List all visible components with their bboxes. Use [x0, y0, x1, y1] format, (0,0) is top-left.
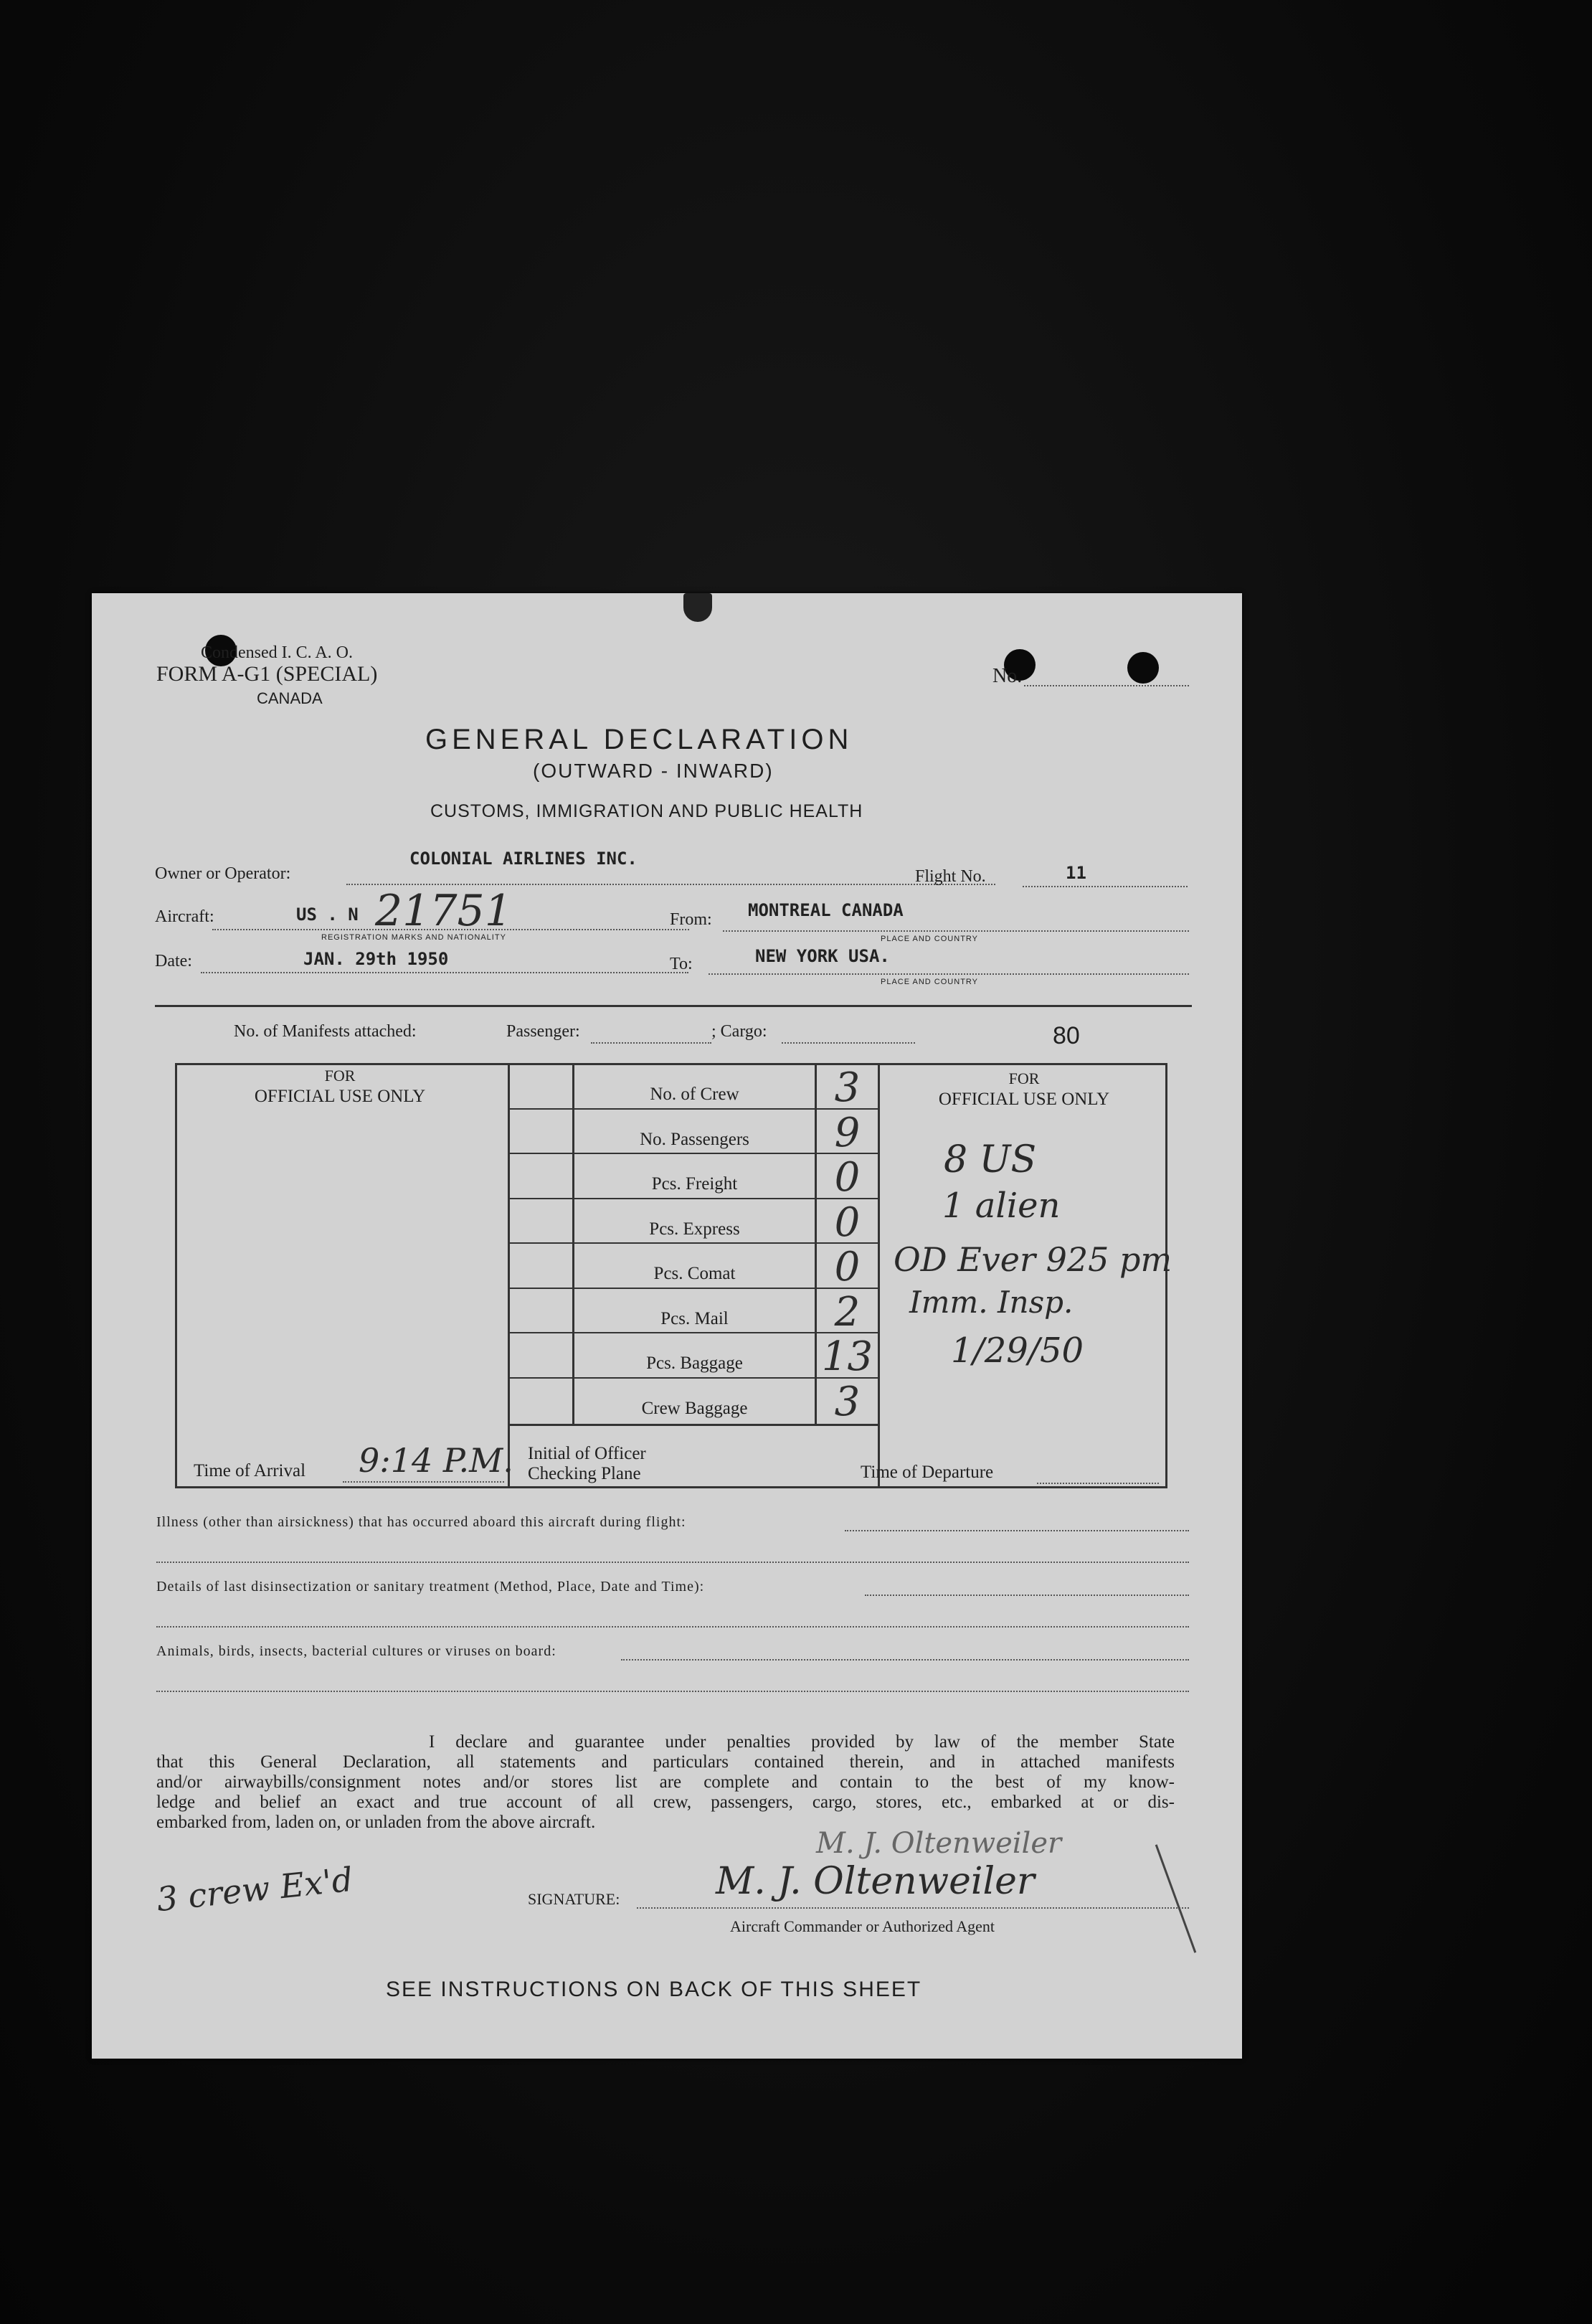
signature-handwriting-upper: M. J. Oltenweiler — [816, 1827, 1062, 1860]
flight-no-label: Flight No. — [915, 867, 986, 886]
animals-line-2 — [156, 1691, 1189, 1692]
table-row-label: Pcs. Mail — [660, 1308, 729, 1328]
official-note-1: 8 US — [944, 1138, 1037, 1181]
table-row-label: Crew Baggage — [641, 1398, 748, 1418]
illness-line-1 — [845, 1530, 1189, 1531]
declaration-line: and/or airwaybills/consignment notes and/or stores list are complete and contain to the best of my know- — [156, 1772, 1175, 1792]
table-row-value: 3 — [834, 1064, 861, 1111]
to-value: NEW YORK USA. — [755, 946, 890, 966]
official-note-2: 1 alien — [942, 1186, 1061, 1226]
table-row-value: 0 — [834, 1244, 861, 1290]
date-line — [201, 972, 688, 973]
aircraft-number: 21751 — [375, 886, 512, 936]
aircraft-line — [212, 929, 689, 930]
disinsectization-line-2 — [156, 1626, 1189, 1628]
table-row-value: 3 — [834, 1378, 861, 1425]
table-row-label: Pcs. Freight — [651, 1174, 738, 1194]
disinsectization-label: Details of last disinsectization or sanitary treatment (Method, Place, Date and Time): — [156, 1579, 705, 1595]
time-of-departure-line — [1037, 1483, 1159, 1484]
official-note-3: OD Ever 925 pm — [894, 1240, 1172, 1279]
flight-no-value: 11 — [1066, 863, 1086, 883]
manifests-passenger-label: Passenger: — [506, 1022, 580, 1041]
declaration-line: that this General Declaration, all statements and particulars contained therein, and in attached manifests — [156, 1752, 1175, 1772]
official-use-right-for: FOR — [1008, 1069, 1040, 1087]
table-row-value: 0 — [834, 1154, 861, 1201]
official-use-left-label: OFFICIAL USE ONLY — [254, 1087, 426, 1106]
animals-label: Animals, birds, insects, bacterial cultures or viruses on board: — [156, 1643, 556, 1659]
table-row-value: 0 — [834, 1199, 861, 1246]
signature-label: SIGNATURE: — [528, 1890, 620, 1908]
table-row-label: Pcs. Comat — [653, 1264, 736, 1283]
manifests-label: No. of Manifests attached: — [234, 1022, 417, 1041]
disinsectization-line-1 — [865, 1595, 1189, 1596]
checking-plane-label: Checking Plane — [528, 1464, 641, 1483]
table-row-label: No. Passengers — [640, 1129, 749, 1149]
table-row-value: 13 — [821, 1333, 873, 1380]
see-instructions-footer: SEE INSTRUCTIONS ON BACK OF THIS SHEET — [386, 1978, 922, 2001]
declaration-text — [156, 1732, 1175, 1833]
header-divider — [155, 1005, 1192, 1007]
time-of-arrival-line — [343, 1481, 504, 1483]
from-line — [723, 930, 1189, 932]
table-row-label: No. of Crew — [650, 1085, 739, 1104]
table-divider-right — [878, 1063, 880, 1488]
table-row-value: 2 — [834, 1288, 861, 1336]
to-label: To: — [670, 955, 693, 973]
aircraft-prefix: US . N — [296, 904, 359, 925]
owner-line — [346, 884, 995, 885]
illness-line-2 — [156, 1562, 1189, 1563]
to-line — [709, 973, 1189, 975]
initial-officer-label: Initial of Officer — [528, 1444, 646, 1463]
flight-no-line — [1023, 886, 1188, 887]
aircraft-caption: REGISTRATION MARKS AND NATIONALITY — [321, 933, 506, 942]
document-departments: CUSTOMS, IMMIGRATION AND PUBLIC HEALTH — [430, 801, 863, 821]
from-value: MONTREAL CANADA — [748, 900, 904, 920]
animals-line-1 — [621, 1659, 1189, 1661]
signature-caption: Aircraft Commander or Authorized Agent — [730, 1917, 995, 1935]
date-label: Date: — [155, 952, 192, 970]
form-country: CANADA — [257, 689, 323, 707]
declaration-line: embarked from, laden on, or unladen from the above aircraft. — [156, 1813, 596, 1832]
serial-no-label: No. — [992, 665, 1023, 687]
official-note-5: 1/29/50 — [951, 1331, 1084, 1371]
form-condensed-line: Condensed I. C. A. O. — [201, 643, 353, 662]
time-of-arrival-label: Time of Arrival — [194, 1461, 306, 1480]
manifests-passenger-line — [591, 1042, 711, 1044]
time-of-departure-label: Time of Departure — [861, 1463, 994, 1482]
from-label: From: — [670, 910, 712, 929]
signature-line — [637, 1907, 1189, 1909]
general-declaration-form — [92, 593, 1242, 2059]
form-number-label: FORM A-G1 (SPECIAL) — [156, 662, 378, 686]
document-title: GENERAL DECLARATION — [425, 724, 853, 755]
official-note-4: Imm. Insp. — [909, 1285, 1074, 1320]
time-of-arrival-value: 9:14 P.M. — [359, 1441, 513, 1480]
declaration-line: I declare and guarantee under penalties provided by law of the member State — [429, 1732, 1175, 1752]
signature-stroke — [1155, 1844, 1197, 1952]
manifests-cargo-line — [782, 1042, 915, 1044]
date-value: JAN. 29th 1950 — [303, 949, 449, 969]
serial-no-line — [1024, 685, 1189, 686]
staple-mark — [683, 593, 712, 622]
table-row-value: 9 — [834, 1109, 861, 1156]
margin-handwriting: 3 crew Ex'd — [154, 1859, 355, 1919]
document-subtitle: (OUTWARD - INWARD) — [533, 760, 774, 782]
manifests-cargo-label: ; Cargo: — [711, 1022, 767, 1041]
illness-label: Illness (other than airsickness) that has occurred aboard this aircraft during flight: — [156, 1514, 686, 1530]
owner-value: COLONIAL AIRLINES INC. — [409, 849, 638, 869]
official-use-left-for: FOR — [324, 1067, 356, 1085]
declaration-line: ledge and belief an exact and true account of all crew, passengers, cargo, stores, etc., embarked at or dis- — [156, 1792, 1175, 1812]
table-row-label: Pcs. Express — [649, 1219, 740, 1239]
official-use-right-label: OFFICIAL USE ONLY — [938, 1090, 1110, 1109]
punch-hole — [1127, 652, 1159, 684]
aircraft-label: Aircraft: — [155, 907, 214, 926]
from-caption: PLACE AND COUNTRY — [881, 935, 978, 943]
signature-handwriting: M. J. Oltenweiler — [716, 1860, 1035, 1903]
owner-label: Owner or Operator: — [155, 864, 291, 883]
to-caption: PLACE AND COUNTRY — [881, 978, 978, 986]
manifests-stamp-number: 80 — [1053, 1022, 1080, 1049]
table-row-label: Pcs. Baggage — [646, 1354, 743, 1373]
